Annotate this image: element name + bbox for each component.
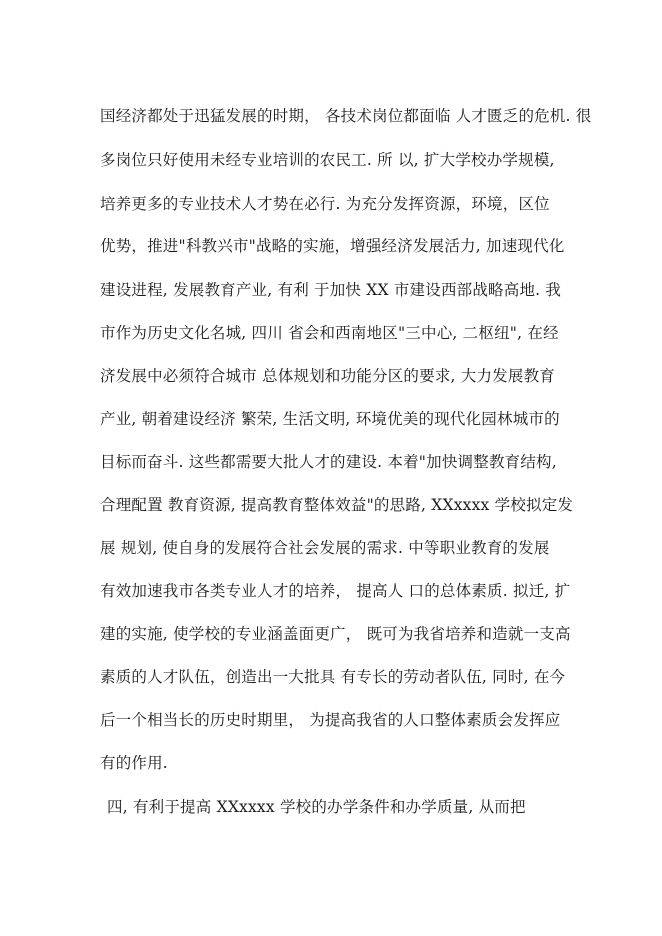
text-line-10: 合理配置 教育资源, 提高教育整体效益"的思路, XXxxxx 学校拟定发: [100, 496, 574, 514]
text-line-12: 有效加速我市各类专业人才的培养， 提高人 口的总体素质. 拟迁, 扩: [100, 582, 571, 600]
text-line-5: 建设进程, 发展教育产业, 有利 于加快 XX 市建设西部战略高地. 我: [100, 281, 562, 299]
section-heading-4: 四, 有利于提高 XXxxxx 学校的办学条件和办学质量, 从而把: [107, 798, 526, 816]
text-line-3: 培养更多的专业技术人才势在必行. 为充分发挥资源，环境，区位: [100, 195, 550, 213]
text-line-15: 后一个相当长的历史时期里， 为提高我省的人口整体素质会发挥应: [100, 711, 561, 729]
text-line-6: 市作为历史文化名城, 四川 省会和西南地区"三中心, 二枢纽", 在经: [100, 324, 559, 342]
text-line-9: 目标而奋斗. 这些都需要大批人才的建设. 本着"加快调整教育结构,: [100, 453, 557, 471]
text-line-1: 国经济都处于迅猛发展的时期， 各技术岗位都面临 人才匮乏的危机. 很: [100, 107, 592, 125]
text-line-13: 建的实施, 使学校的专业涵盖面更广， 既可为我省培养和造就一支高: [100, 625, 571, 643]
text-line-7: 济发展中必须符合城市 总体规划和功能分区的要求, 大力发展教育: [100, 367, 555, 385]
text-line-16: 有的作用.: [100, 754, 168, 772]
text-line-2: 多岗位只好使用未经专业培训的农民工. 所 以, 扩大学校办学规模,: [100, 151, 555, 169]
text-line-8: 产业, 朝着建设经济 繁荣, 生活文明, 环境优美的现代化园林城市的: [100, 410, 560, 428]
text-line-11: 展 规划, 使自身的发展符合社会发展的需求. 中等职业教育的发展: [100, 539, 550, 557]
text-line-4: 优势，推进"科教兴市"战略的实施，增强经济发展活力, 加速现代化: [100, 237, 565, 255]
text-line-14: 素质的人才队伍，创造出一大批具 有专长的劳动者队伍, 同时, 在今: [100, 668, 566, 686]
